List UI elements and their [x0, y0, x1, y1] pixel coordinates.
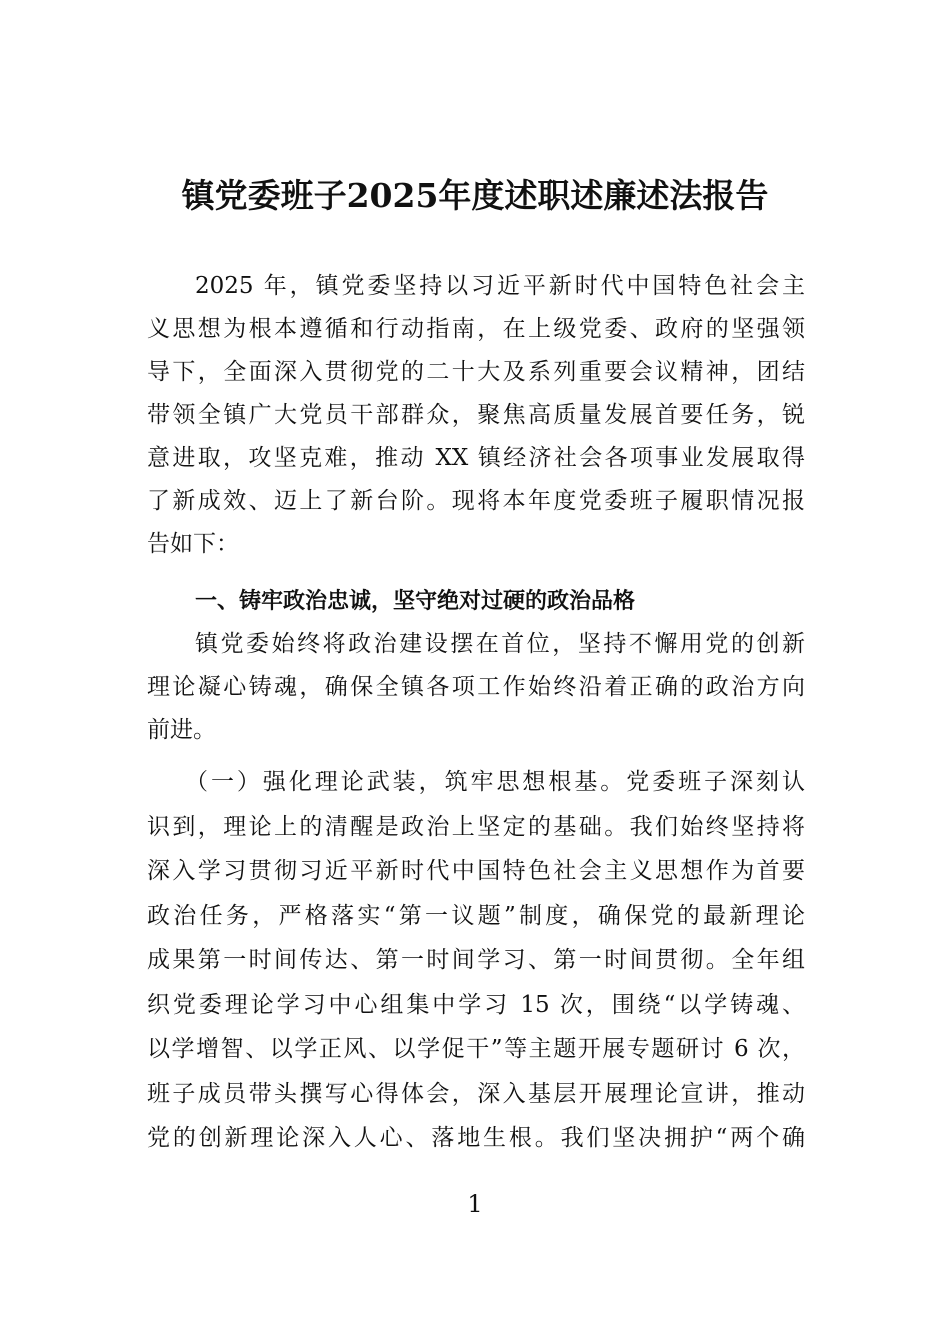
text-line: 告如下： [147, 531, 239, 557]
text-line: 2025 年，镇党委坚持以习近平新时代中国特色社会主 [195, 273, 805, 299]
text-line: 导下，全面深入贯彻党的二十大及系列重要会议精神，团结 [147, 359, 805, 385]
text-line: 以学增智、以学正风、以学促干”等主题开展专题研讨 6 次， [147, 1036, 805, 1062]
text-line: 政治任务，严格落实“第一议题”制度，确保党的最新理论 [147, 902, 805, 929]
subsection-paragraph [147, 760, 805, 1161]
text-line: 义思想为根本遵循和行动指南，在上级党委、政府的坚强领 [147, 316, 805, 342]
text-line: 班子成员带头撰写心得体会，深入基层开展理论宣讲，推动 [147, 1080, 805, 1107]
page-number: 1 [467, 1190, 483, 1218]
text-line: 党的创新理论深入人心、落地生根。我们坚决拥护“两个确 [147, 1125, 805, 1151]
text-line: 理论凝心铸魂，确保全镇各项工作始终沿着正确的政治方向 [147, 674, 805, 700]
text-line: 织党委理论学习中心组集中学习 15 次，围绕“以学铸魂、 [147, 991, 805, 1018]
text-line: （一）强化理论武装，筑牢思想根基。党委班子深刻认 [185, 769, 805, 795]
section-heading [147, 580, 805, 623]
heading-text: 一、铸牢政治忠诚，坚守绝对过硬的政治品格 [195, 589, 636, 614]
text-line: 了新成效、迈上了新台阶。现将本年度党委班子履职情况报 [147, 488, 805, 514]
text-line: 带领全镇广大党员干部群众，聚焦高质量发展首要任务，锐 [147, 402, 805, 428]
text-line: 前进。 [147, 717, 216, 743]
text-line: 镇党委始终将政治建设摆在首位，坚持不懈用党的创新 [195, 631, 805, 657]
document-title: 镇党委班子2025年度述职述廉述法报告 [181, 176, 769, 215]
text-line: 识到，理论上的清醒是政治上坚定的基础。我们始终坚持将 [147, 813, 805, 840]
intro-paragraph [147, 265, 805, 566]
section-paragraph [147, 623, 805, 752]
text-line: 成果第一时间传达、第一时间学习、第一时间贯彻。全年组 [147, 947, 805, 973]
text-line: 深入学习贯彻习近平新时代中国特色社会主义思想作为首要 [147, 858, 805, 884]
text-line: 意进取，攻坚克难，推动 XX 镇经济社会各项事业发展取得 [147, 445, 805, 471]
